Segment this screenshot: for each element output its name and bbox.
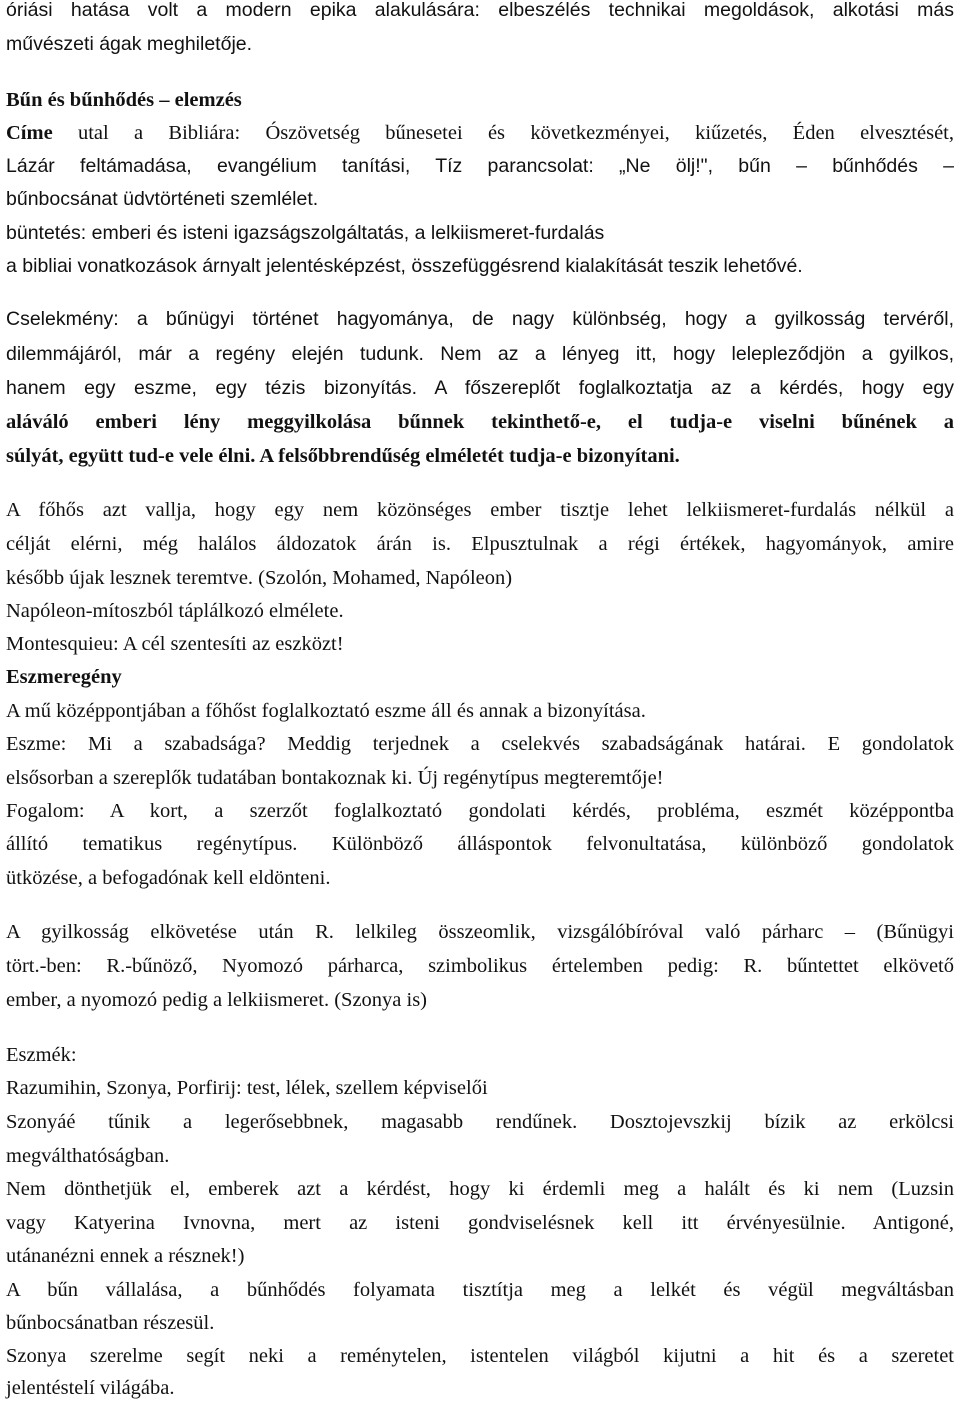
text-line: Eszmék: <box>6 1044 77 1066</box>
text-line: dilemmájáról, már a regény elején tudunk. Nem az a lényeg itt, hogy lelepleződjön a gyilkos, <box>6 343 954 365</box>
text-line: tört.-ben: R.-bűnöző, Nyomozó párharca, szimbolikus értelemben pedig: R. bűntettet elkövető <box>6 955 954 977</box>
text-line: Montesquieu: A cél szentesíti az eszközt! <box>6 633 344 655</box>
text-line: a bibliai vonatkozások árnyalt jelentésképzést, összefüggésrend kialakítását teszik lehetővé. <box>6 255 803 277</box>
text-line: állító tematikus regénytípus. Különböző álláspontok felvonultatása, különböző gondolatok <box>6 833 954 855</box>
text-line: büntetés: emberi és isteni igazságszolgáltatás, a lelkiismeret-furdalás <box>6 222 605 244</box>
text-line: Napóleon-mítoszból táplálkozó elmélete. <box>6 600 344 622</box>
text-line: Lázár feltámadása, evangélium tanítási, Tíz parancsolat: „Ne ölj!", bűn – bűnhődés – <box>6 155 954 177</box>
text-line: A mű középpontjában a főhőst foglalkoztató eszme áll és annak a bizonyítása. <box>6 700 646 722</box>
text-line: bűnbocsánatban részesül. <box>6 1312 215 1334</box>
text-line: Fogalom: A kort, a szerzőt foglalkoztató gondolati kérdés, probléma, eszmét középpontba <box>6 800 954 822</box>
text-line: jelentéstelí világába. <box>6 1377 175 1399</box>
text-line: utánanézni ennek a résznek!) <box>6 1245 245 1267</box>
text-line: ember, a nyomozó pedig a lelkiismeret. (Szonya is) <box>6 989 428 1011</box>
text-line: A bűn vállalása, a bűnhődés folyamata tisztítja meg a lelkét és végül megváltásban <box>6 1279 954 1301</box>
text-line: Cselekmény: a bűnügyi történet hagyománya, de nagy különbség, hogy a gyilkosság tervéről, <box>6 308 954 330</box>
text-line: megválthatóságban. <box>6 1145 170 1167</box>
text-line: célját elérni, még halálos áldozatok árán is. Elpusztulnak a régi értékek, hagyományok, amire <box>6 533 954 555</box>
text-line: A főhős azt vallja, hogy egy nem közönséges ember tisztje lehet lelkiismeret-furdalás nélkül a <box>6 499 954 521</box>
section-heading: Eszmeregény <box>6 666 122 688</box>
text-line: ütközése, a befogadónak kell eldönteni. <box>6 867 331 889</box>
text-line: A gyilkosság elkövetése után R. lelkileg összeomlik, vizsgálóbíróval való párharc – (Bűnügyi <box>6 921 954 943</box>
text-line: Címe utal a Bibliára: Ószövetség bűnesetei és következményei, kiűzetés, Éden elvesztését, <box>6 122 954 144</box>
text-line: bűnbocsánat üdvtörténeti szemlélet. <box>6 188 319 210</box>
text-line: elsősorban a szereplők tudatában bontakoznak ki. Új regénytípus megteremtője! <box>6 767 664 789</box>
text-line: Nem dönthetjük el, emberek azt a kérdést, hogy ki érdemli meg a halált és ki nem (Luzsin <box>6 1178 954 1200</box>
section-heading: Bűn és bűnhődés – elemzés <box>6 89 242 111</box>
text-line: Eszme: Mi a szabadsága? Meddig terjednek a cselekvés szabadságának határai. E gondolatok <box>6 733 954 755</box>
text-line: Razumihin, Szonya, Porfirij: test, lélek, szellem képviselői <box>6 1077 488 1099</box>
text-line: Szonya szerelme segít neki a reménytelen, istentelen világból kijutni a hit és a szeretet <box>6 1345 954 1367</box>
text-line: Szonyáé tűnik a legerősebbnek, magasabb rendűnek. Dosztojevszkij bízik az erkölcsi <box>6 1111 954 1133</box>
text-line: később újak lesznek teremtve. (Szolón, Mohamed, Napóleon) <box>6 567 513 589</box>
text-line: művészeti ágak meghiletője. <box>6 33 253 55</box>
text-line: aláváló emberi lény meggyilkolása bűnnek tekinthető-e, el tudja-e viselni bűnének a <box>6 411 954 433</box>
text-line: hanem egy eszme, egy tézis bizonyítás. A főszereplőt foglalkoztatja az a kérdés, hogy egy <box>6 377 954 399</box>
text-line: súlyát, együtt tud-e vele élni. A felsőbbrendűség elméletét tudja-e bizonyítani. <box>6 445 680 467</box>
text-line: óriási hatása volt a modern epika alakulására: elbeszélés technikai megoldások, alkotási más <box>6 0 954 21</box>
text-line: vagy Katyerina Ivnovna, mert az isteni gondviselésnek kell itt érvényesülnie. Antigoné, <box>6 1212 954 1234</box>
